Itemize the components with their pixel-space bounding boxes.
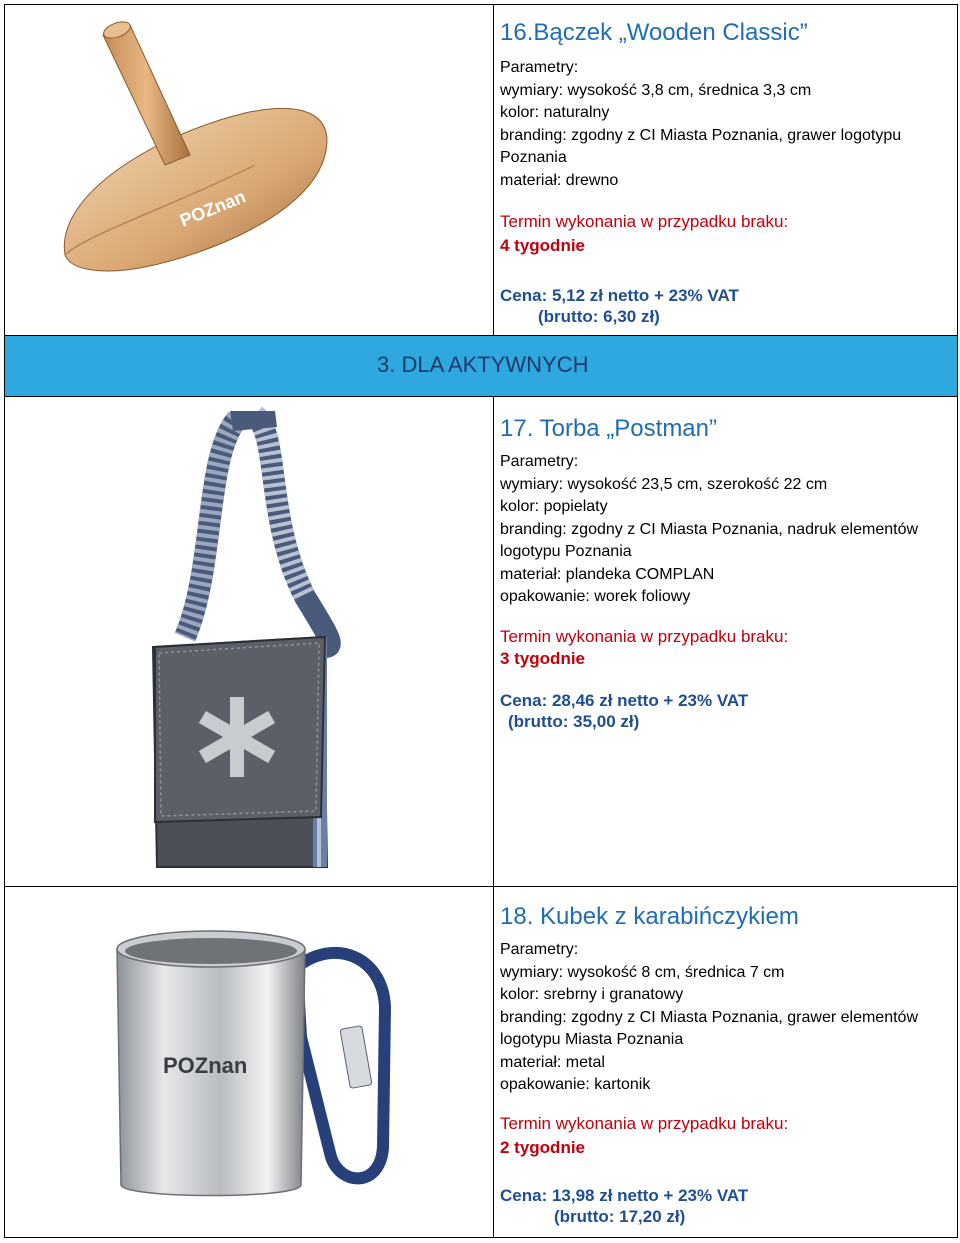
- product-title: 18. Kubek z karabińczykiem: [500, 903, 799, 930]
- price-gross: (brutto: 35,00 zł): [508, 712, 640, 731]
- poznan-logo-engraving: POZnan: [163, 1053, 248, 1078]
- carabiner-mug-image: [5, 887, 493, 1237]
- param-line: opakowanie: kartonik: [500, 1076, 651, 1093]
- product-row-18: [5, 887, 957, 1237]
- product-image-cell: [5, 397, 494, 886]
- product-details: [494, 887, 957, 1237]
- param-line: wymiary: wysokość 23,5 cm, szerokość 22 cm: [500, 475, 828, 493]
- param-line: logotypu Miasta Poznania: [500, 1031, 684, 1048]
- postman-bag-image: [5, 397, 493, 886]
- product-params: [500, 939, 918, 1097]
- lead-time-label: Termin wykonania w przypadku braku:: [500, 212, 789, 231]
- lead-time-value: 3 tygodnie: [500, 649, 586, 668]
- params-label: Parametry:: [500, 941, 579, 958]
- param-line: wymiary: wysokość 8 cm, średnica 7 cm: [500, 963, 785, 981]
- product-image-cell: [5, 887, 494, 1237]
- price-net: Cena: 28,46 zł netto + 23% VAT: [500, 691, 749, 710]
- price-gross: (brutto: 6,30 zł): [538, 307, 660, 326]
- lead-time-label: Termin wykonania w przypadku braku:: [500, 1114, 789, 1133]
- param-line: materiał: plandeka COMPLAN: [500, 565, 715, 583]
- param-line: branding: zgodny z CI Miasta Poznania, grawer elementów: [500, 1008, 918, 1026]
- param-line: materiał: metal: [500, 1053, 605, 1071]
- param-line: opakowanie: worek foliowy: [500, 588, 691, 605]
- catalog-table: [4, 4, 958, 1238]
- param-line: logotypu Poznania: [500, 543, 632, 560]
- param-line: kolor: srebrny i granatowy: [500, 986, 684, 1003]
- product-title: 17. Torba „Postman”: [500, 415, 717, 442]
- section-heading: 3. DLA AKTYWNYCH: [377, 352, 589, 377]
- param-line: branding: zgodny z CI Miasta Poznania, grawer logotypu: [500, 126, 902, 144]
- product-params: [500, 451, 918, 609]
- lead-time-value: 4 tygodnie: [500, 236, 586, 255]
- param-line: kolor: popielaty: [500, 498, 608, 515]
- param-line: branding: zgodny z CI Miasta Poznania, nadruk elementów: [500, 520, 919, 538]
- param-line: wymiary: wysokość 3,8 cm, średnica 3,3 cm: [500, 81, 812, 99]
- spinning-top-image: [5, 5, 493, 335]
- product-details: [494, 397, 957, 886]
- section-banner: [5, 336, 957, 397]
- product-params: [500, 57, 901, 192]
- lead-time-value: 2 tygodnie: [500, 1138, 586, 1157]
- param-line: kolor: naturalny: [500, 104, 610, 121]
- poznan-logo-engraving: POZnan: [177, 186, 249, 231]
- product-image-cell: [5, 5, 494, 335]
- price-net: Cena: 5,12 zł netto + 23% VAT: [500, 286, 739, 305]
- price-gross: (brutto: 17,20 zł): [554, 1207, 686, 1226]
- product-row-16: [5, 5, 957, 336]
- param-line: materiał: drewno: [500, 171, 619, 189]
- product-title: 16.Bączek „Wooden Classic”: [500, 19, 808, 46]
- params-label: Parametry:: [500, 453, 579, 470]
- lead-time-label: Termin wykonania w przypadku braku:: [500, 627, 789, 646]
- price-net: Cena: 13,98 zł netto + 23% VAT: [500, 1186, 749, 1205]
- params-label: Parametry:: [500, 59, 579, 76]
- product-row-17: [5, 397, 957, 887]
- param-line: Poznania: [500, 149, 567, 166]
- product-details: [494, 5, 957, 335]
